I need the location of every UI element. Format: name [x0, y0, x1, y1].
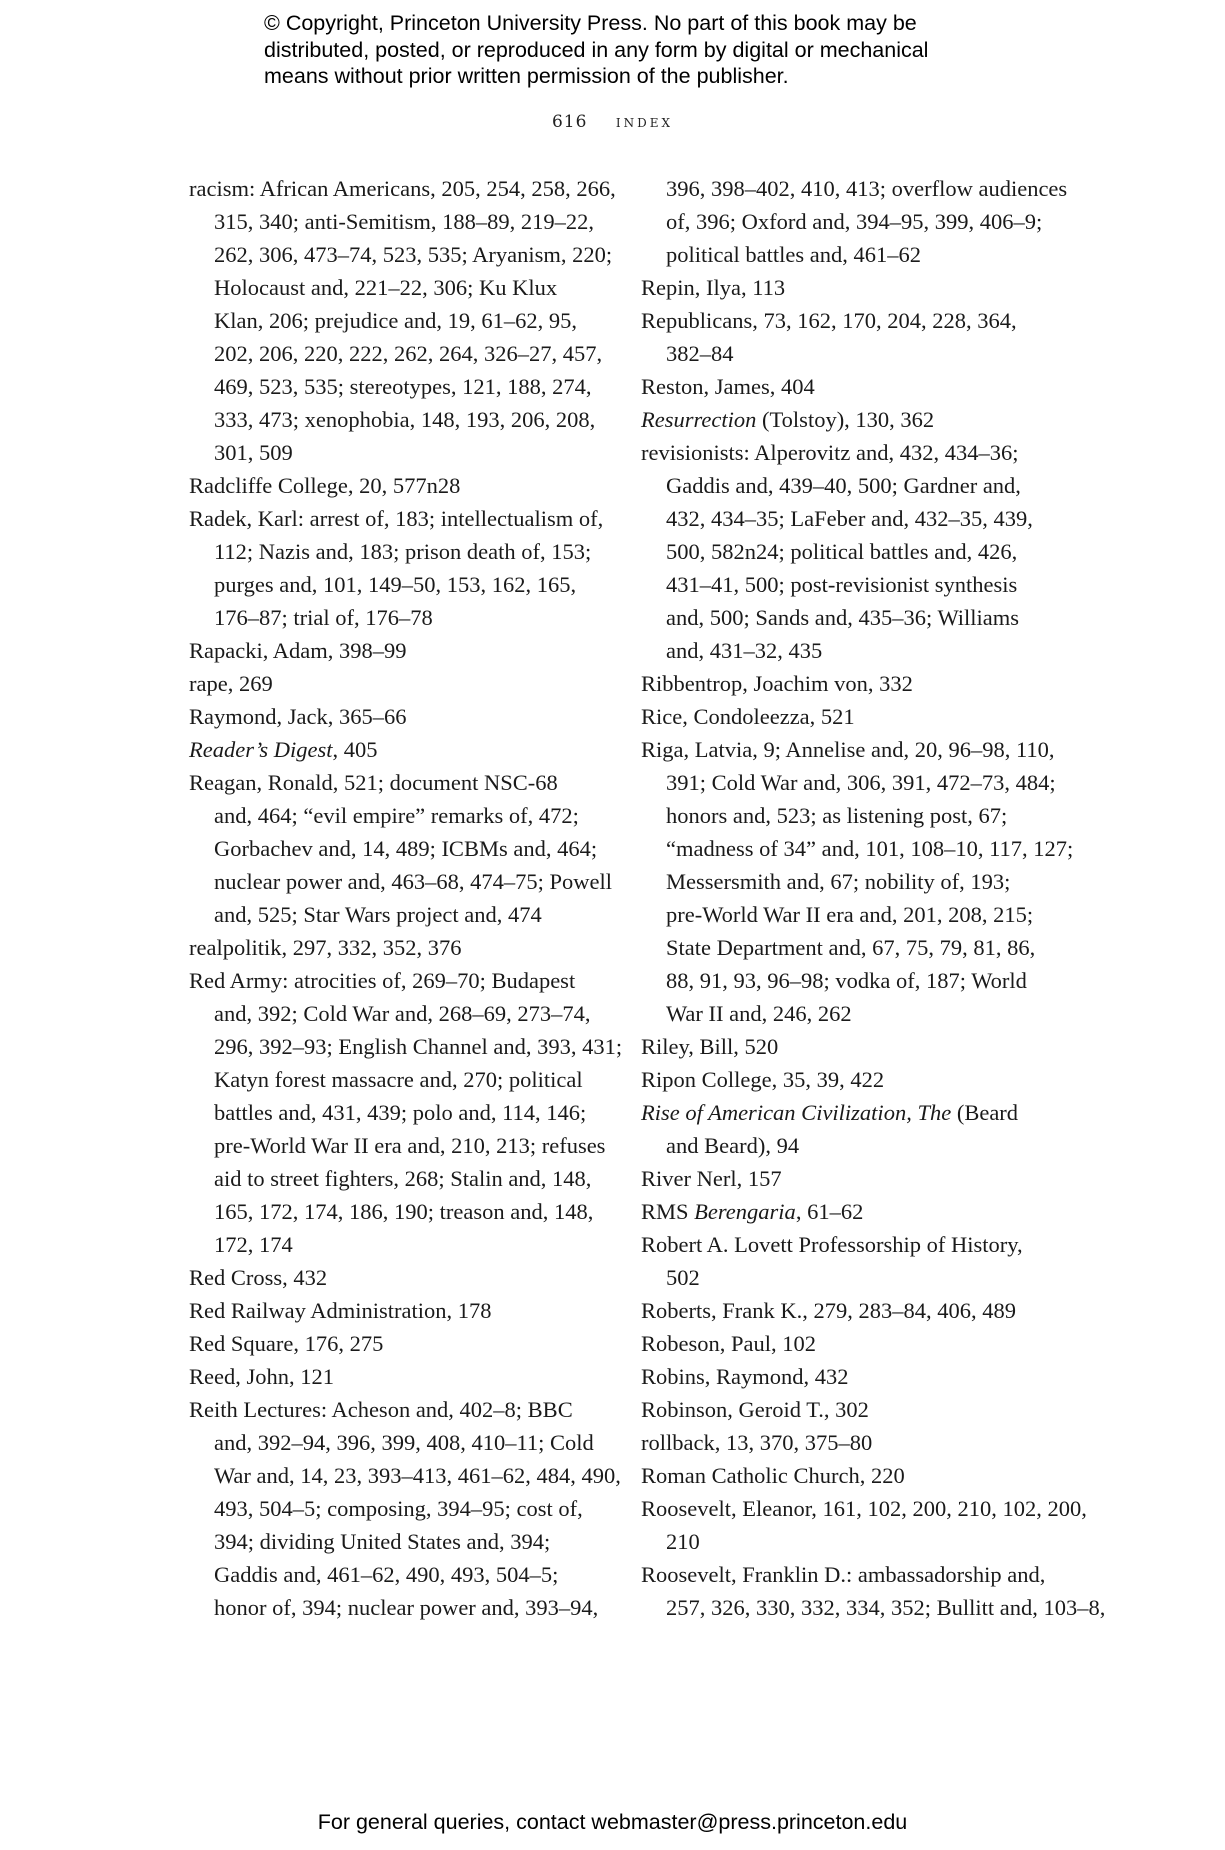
entry-line: political battles and, 461–62: [666, 242, 921, 267]
entry-line: Reston, James, 404: [641, 374, 815, 399]
entry-line: Robert A. Lovett Professorship of History,: [641, 1232, 1023, 1257]
index-entry: [189, 469, 619, 502]
entry-line: Riga, Latvia, 9; Annelise and, 20, 96–98, 110,: [641, 737, 1055, 762]
entry-line: 382–84: [666, 341, 734, 366]
entry-line: War II and, 246, 262: [666, 1001, 852, 1026]
entry-line: 391; Cold War and, 306, 391, 472–73, 484;: [666, 770, 1056, 795]
index-entry: [189, 700, 619, 733]
entry-line: 315, 340; anti-Semitism, 188–89, 219–22,: [214, 209, 594, 234]
entry-line: Gorbachev and, 14, 489; ICBMs and, 464;: [214, 836, 598, 861]
entry-line: Red Railway Administration, 178: [189, 1298, 492, 1323]
entry-line: and, 525; Star Wars project and, 474: [214, 902, 542, 927]
entry-line: and, 500; Sands and, 435–36; Williams: [666, 605, 1020, 630]
entry-line: [641, 403, 1081, 436]
entry-line: Roman Catholic Church, 220: [641, 1463, 905, 1488]
index-entry: [641, 1558, 1106, 1624]
entry-line: Robinson, Geroid T., 302: [641, 1397, 869, 1422]
entry-prefix: RMS: [641, 1199, 695, 1224]
entry-line: State Department and, 67, 75, 79, 81, 86,: [666, 935, 1036, 960]
index-entry: [641, 700, 1081, 733]
entry-line: racism: African Americans, 205, 254, 258, 266,: [189, 176, 616, 201]
entry-line: Roosevelt, Eleanor, 161, 102, 200, 210, 102, 200,: [641, 1496, 1087, 1521]
entry-line: River Nerl, 157: [641, 1166, 782, 1191]
copyright-line: distributed, posted, or reproduced in any form by digital or mechanical: [264, 37, 929, 62]
entry-title-italic: Resurrection: [641, 407, 757, 432]
entry-line: and, 464; “evil empire” remarks of, 472;: [214, 803, 579, 828]
entry-line: purges and, 101, 149–50, 153, 162, 165,: [214, 572, 577, 597]
entry-line: “madness of 34” and, 101, 108–10, 117, 127;: [666, 836, 1074, 861]
entry-line: rollback, 13, 370, 375–80: [641, 1430, 873, 1455]
page-number: 616: [551, 112, 588, 132]
entry-title-italic: Rise of American Civilization, The: [641, 1100, 952, 1125]
index-entry: [641, 1030, 1081, 1063]
entry-line: Repin, Ilya, 113: [641, 275, 786, 300]
index-entry: [641, 1459, 1081, 1492]
index-column-left: [189, 172, 623, 1624]
entry-line: 432, 434–35; LaFeber and, 432–35, 439,: [666, 506, 1033, 531]
entry-line: 500, 582n24; political battles and, 426,: [666, 539, 1018, 564]
entry-line: and, 431–32, 435: [666, 638, 823, 663]
index-entry: [189, 964, 623, 1261]
index-entry: [641, 1393, 1081, 1426]
entry-line: and Beard), 94: [666, 1133, 800, 1158]
copyright-notice: [264, 10, 1024, 90]
copyright-line: means without prior written permission of the publisher.: [264, 64, 789, 88]
entry-line: Reagan, Ronald, 521; document NSC-68: [189, 770, 558, 795]
entry-line: War and, 14, 23, 393–413, 461–62, 484, 490,: [214, 1463, 621, 1488]
entry-line: 112; Nazis and, 183; prison death of, 153;: [214, 539, 592, 564]
index-entry: [189, 667, 619, 700]
entry-line: 502: [666, 1265, 700, 1290]
entry-line: Katyn forest massacre and, 270; political: [214, 1067, 583, 1092]
index-entry: [189, 1327, 619, 1360]
index-entry: [189, 931, 619, 964]
entry-line: Robeson, Paul, 102: [641, 1331, 817, 1356]
entry-line: Rapacki, Adam, 398–99: [189, 638, 407, 663]
section-title: index: [615, 112, 674, 132]
entry-line: 257, 326, 330, 332, 334, 352; Bullitt and, 103–8,: [666, 1595, 1106, 1620]
entry-line: rape, 269: [189, 671, 273, 696]
index-column-right: [641, 172, 1106, 1624]
entry-locators: , 61–62: [795, 1199, 864, 1224]
entry-line: 431–41, 500; post-revisionist synthesis: [666, 572, 1018, 597]
entry-line: Ribbentrop, Joachim von, 332: [641, 671, 913, 696]
entry-title-italic: Reader’s Digest: [189, 737, 333, 762]
entry-line: and, 392; Cold War and, 268–69, 273–74,: [214, 1001, 591, 1026]
entry-line: Republicans, 73, 162, 170, 204, 228, 364,: [641, 308, 1017, 333]
index-entry: [641, 733, 1081, 1030]
footer-contact: For general queries, contact webmaster@press.princeton.edu: [317, 1810, 908, 1834]
entry-line: 202, 206, 220, 222, 262, 264, 326–27, 457,: [214, 341, 603, 366]
index-entry: [189, 1261, 619, 1294]
index-entry: [189, 634, 619, 667]
running-head: [0, 112, 1225, 132]
entry-line: pre-World War II era and, 210, 213; refuses: [214, 1133, 606, 1158]
copyright-line: © Copyright, Princeton University Press. No part of this book may be: [264, 11, 917, 35]
entry-line: 296, 392–93; English Channel and, 393, 431;: [214, 1034, 623, 1059]
index-entry: [641, 1063, 1081, 1096]
entry-line: 396, 398–402, 410, 413; overflow audiences: [666, 176, 1068, 201]
index-entry: [189, 1294, 619, 1327]
entry-line: Radcliffe College, 20, 577n28: [189, 473, 461, 498]
entry-line: honors and, 523; as listening post, 67;: [666, 803, 1008, 828]
entry-line: 262, 306, 473–74, 523, 535; Aryanism, 220;: [214, 242, 613, 267]
entry-line: Messersmith and, 67; nobility of, 193;: [666, 869, 1011, 894]
entry-line: 210: [666, 1529, 700, 1554]
entry-line: pre-World War II era and, 201, 208, 215;: [666, 902, 1034, 927]
index-entry: [641, 271, 1081, 304]
entry-line: Roberts, Frank K., 279, 283–84, 406, 489: [641, 1298, 1016, 1323]
index-entry: [641, 1096, 1081, 1162]
entry-line: Roosevelt, Franklin D.: ambassadorship and,: [641, 1562, 1046, 1587]
entry-line: 469, 523, 535; stereotypes, 121, 188, 274,: [214, 374, 592, 399]
entry-line: Raymond, Jack, 365–66: [189, 704, 407, 729]
index-entry: [641, 1492, 1087, 1558]
entry-line: Red Cross, 432: [189, 1265, 328, 1290]
entry-line: [189, 733, 619, 766]
entry-line: Gaddis and, 461–62, 490, 493, 504–5;: [214, 1562, 559, 1587]
entry-locators: (Beard: [951, 1100, 1019, 1125]
index-entry: [189, 1393, 619, 1624]
index-entry: [641, 436, 1081, 667]
entry-line: battles and, 431, 439; polo and, 114, 146;: [214, 1100, 587, 1125]
entry-line: revisionists: Alperovitz and, 432, 434–36;: [641, 440, 1019, 465]
entry-line: 394; dividing United States and, 394;: [214, 1529, 551, 1554]
entry-line: honor of, 394; nuclear power and, 393–94,: [214, 1595, 599, 1620]
entry-line: Gaddis and, 439–40, 500; Gardner and,: [666, 473, 1021, 498]
entry-locators: , 405: [332, 737, 378, 762]
entry-line: realpolitik, 297, 332, 352, 376: [189, 935, 462, 960]
entry-line: nuclear power and, 463–68, 474–75; Powell: [214, 869, 613, 894]
entry-line: Klan, 206; prejudice and, 19, 61–62, 95,: [214, 308, 578, 333]
entry-line: Rice, Condoleezza, 521: [641, 704, 855, 729]
entry-line: Robins, Raymond, 432: [641, 1364, 849, 1389]
entry-line: Reith Lectures: Acheson and, 402–8; BBC: [189, 1397, 573, 1422]
index-entry: [641, 1195, 1081, 1228]
entry-line: Ripon College, 35, 39, 422: [641, 1067, 885, 1092]
entry-line: Radek, Karl: arrest of, 183; intellectualism of,: [189, 506, 604, 531]
index-entry: [641, 370, 1081, 403]
entry-line: 493, 504–5; composing, 394–95; cost of,: [214, 1496, 583, 1521]
index-entry: [641, 1426, 1081, 1459]
index-entry: [641, 1162, 1081, 1195]
entry-line: 165, 172, 174, 186, 190; treason and, 148,: [214, 1199, 594, 1224]
entry-line: aid to street fighters, 268; Stalin and, 148,: [214, 1166, 592, 1191]
entry-line: Reed, John, 121: [189, 1364, 334, 1389]
entry-line: [641, 1195, 1081, 1228]
entry-line: Red Army: atrocities of, 269–70; Budapest: [189, 968, 576, 993]
index-entry: [189, 733, 619, 766]
entry-locators: (Tolstoy), 130, 362: [756, 407, 935, 432]
entry-line: Red Square, 176, 275: [189, 1331, 384, 1356]
index-entry: [641, 1228, 1081, 1294]
index-entry: [641, 172, 1081, 271]
index-entry: [641, 667, 1081, 700]
entry-line: 333, 473; xenophobia, 148, 193, 206, 208,: [214, 407, 596, 432]
entry-line: 172, 174: [214, 1232, 293, 1257]
entry-line: 88, 91, 93, 96–98; vodka of, 187; World: [666, 968, 1027, 993]
entry-line: [641, 1096, 1081, 1129]
entry-title-italic: Berengaria: [694, 1199, 796, 1224]
entry-line: Riley, Bill, 520: [641, 1034, 779, 1059]
index-entry: [189, 1360, 619, 1393]
entry-line: and, 392–94, 396, 399, 408, 410–11; Cold: [214, 1430, 594, 1455]
index-entry: [641, 1294, 1081, 1327]
index-entry: [641, 304, 1081, 370]
entry-line: Holocaust and, 221–22, 306; Ku Klux: [214, 275, 558, 300]
index-entry: [189, 766, 619, 931]
index-entry: [641, 1360, 1081, 1393]
index-entry: [189, 172, 619, 469]
index-entry: [641, 403, 1081, 436]
entry-line: 301, 509: [214, 440, 293, 465]
entry-line: of, 396; Oxford and, 394–95, 399, 406–9;: [666, 209, 1043, 234]
index-entry: [189, 502, 619, 634]
index-entry: [641, 1327, 1081, 1360]
entry-line: 176–87; trial of, 176–78: [214, 605, 433, 630]
